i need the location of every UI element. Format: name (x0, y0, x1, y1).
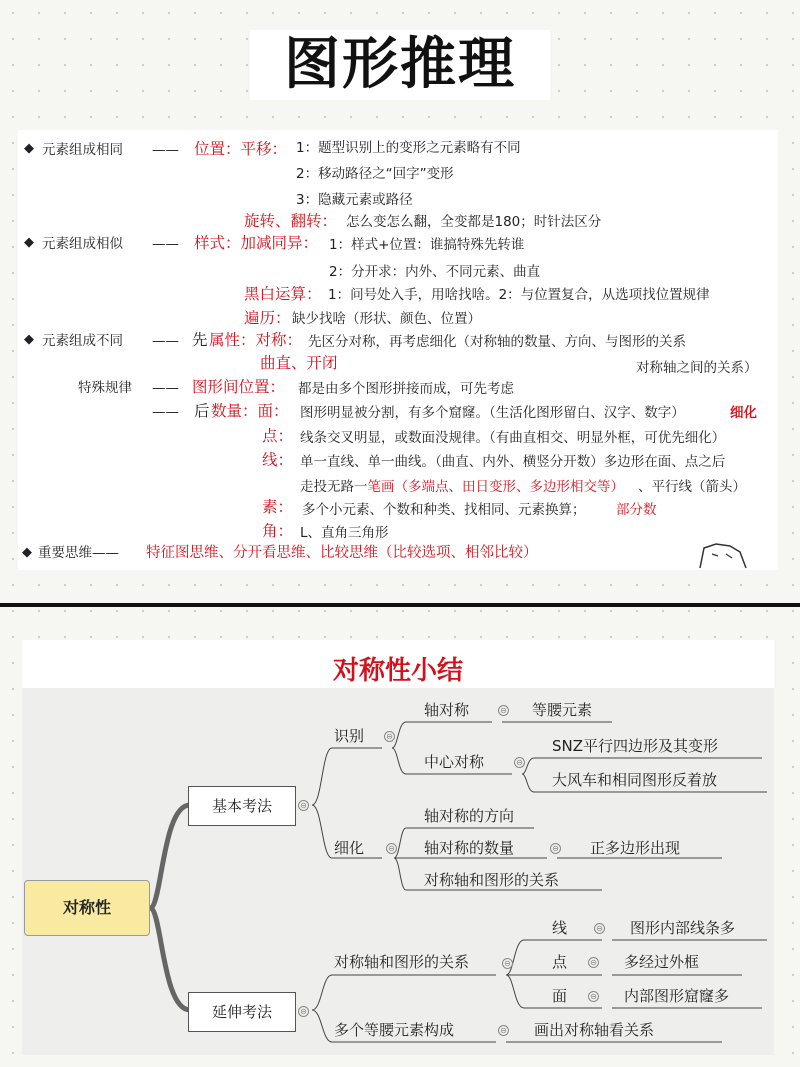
node-regular[interactable]: 正多边形出现 (590, 839, 681, 857)
node-ext-rel[interactable]: 对称轴和图形的关系 (334, 953, 470, 971)
title-banner (250, 30, 550, 100)
special-text: 都是由多个图形拼接而成，可先考虑 (298, 381, 514, 397)
face-tail: 细化 (730, 405, 757, 421)
diamond-bullet-icon: ◆ (24, 141, 34, 156)
row3-sub: 曲直、开闭 (260, 354, 338, 372)
collapse-multi-icon[interactable]: ⊖ (498, 1025, 509, 1036)
special-head: 特殊规律 (78, 380, 132, 396)
root-node[interactable]: 对称性 (24, 880, 150, 936)
row2-label: 样式：加减同异： (194, 234, 319, 252)
collapse-face-icon[interactable]: ⊖ (588, 991, 599, 1002)
row3-label: 属性：对称： (209, 331, 303, 349)
node-axis-rel[interactable]: 对称轴和图形的关系 (424, 871, 560, 889)
collapse-ext-rel-icon[interactable]: ⊖ (502, 958, 513, 969)
page-title: 图形推理 (284, 32, 516, 97)
node-line[interactable]: 线 (552, 919, 568, 937)
node-center[interactable]: 中心对称 (424, 753, 485, 771)
node-snz[interactable]: SNZ平行四边形及其变形 (552, 737, 719, 755)
row2-item-1: 1：样式+位置：谁搞特殊先转谁 (329, 237, 525, 253)
think-head: 重要思维—— (38, 545, 119, 561)
row3-text: 先区分对称，再考虑细化（对称轴的数量、方向、与图形的关系 (308, 334, 686, 350)
row3-head: 元素组成不同 (42, 333, 123, 349)
sketch-figure-icon (696, 540, 756, 570)
row3-dash: —— (152, 333, 179, 349)
face-text: 图形明显被分割，有多个窟窿。（生活化图形留白、汉字、数字） (300, 405, 685, 421)
collapse-basic-icon[interactable]: ⊖ (298, 800, 309, 811)
node-extend[interactable]: 延伸考法 (188, 992, 296, 1032)
summary-panel (18, 130, 778, 570)
line2-red: 一笔画（多端点、田日变形、多边形相交等） (354, 479, 624, 495)
collapse-point-icon[interactable]: ⊖ (588, 957, 599, 968)
row1-item-1: 1：题型识别上的变形之元素略有不同 (296, 140, 521, 156)
diamond-bullet-icon: ◆ (24, 332, 34, 347)
elem-tail: 部分数 (616, 502, 657, 518)
row2-dash: —— (152, 236, 179, 252)
node-axis-num[interactable]: 轴对称的数量 (424, 839, 515, 857)
line-text: 单一直线、单一曲线。（曲直、内外、横竖分开数）多边形在面、点之后 (300, 454, 726, 470)
special-label: 图形间位置： (192, 378, 286, 396)
node-face-text[interactable]: 内部图形窟窿多 (624, 987, 730, 1005)
mindmap-title: 对称性小结 (332, 656, 463, 686)
collapse-refine-icon[interactable]: ⊖ (386, 843, 397, 854)
node-basic[interactable]: 基本考法 (188, 786, 296, 826)
row3-prefix: 先 (192, 331, 208, 349)
bw-label: 黑白运算： (244, 285, 322, 303)
row1-label: 位置：平移： (194, 140, 288, 158)
node-refine[interactable]: 细化 (334, 839, 365, 857)
count-prefix: 后 (194, 402, 210, 420)
line-label: 线： (262, 451, 294, 469)
row2-item-2: 2：分开求：内外、不同元素、曲直 (329, 264, 541, 280)
node-line-text[interactable]: 图形内部线条多 (630, 919, 736, 937)
node-axis[interactable]: 轴对称 (424, 701, 470, 719)
collapse-extend-icon[interactable]: ⊖ (298, 1006, 309, 1017)
node-point-text[interactable]: 多经过外框 (624, 953, 700, 971)
node-point[interactable]: 点 (552, 953, 568, 971)
traverse-text: 缺少找啥（形状、颜色、位置） (292, 311, 481, 327)
collapse-center-icon[interactable]: ⊖ (514, 757, 525, 768)
diamond-bullet-icon: ◆ (22, 545, 32, 560)
collapse-axis-icon[interactable]: ⊖ (498, 705, 509, 716)
node-windmill[interactable]: 大风车和相同图形反着放 (552, 771, 718, 789)
line2-a: 走投无路 (300, 479, 354, 495)
count-label: 数量：面： (211, 402, 289, 420)
point-label: 点： (262, 427, 294, 445)
row1-item-3: 3：隐藏元素或路径 (296, 192, 413, 208)
elem-text: 多个小元素、个数和种类、找相同、元素换算； (302, 502, 586, 518)
row1-head: 元素组成相同 (42, 142, 123, 158)
node-face[interactable]: 面 (552, 987, 568, 1005)
point-text: 线条交叉明显，或数面没规律。（有曲直相交、明显外框，可优先细化） (300, 430, 726, 446)
node-isosceles[interactable]: 等腰元素 (532, 701, 593, 719)
collapse-axis-num-icon[interactable]: ⊖ (550, 843, 561, 854)
row1-item-2: 2：移动路径之“回字”变形 (296, 166, 454, 182)
node-axis-dir[interactable]: 轴对称的方向 (424, 807, 515, 825)
symmetry-mindmap (22, 640, 774, 1055)
line2-b: 、平行线（箭头） (638, 479, 746, 495)
elem-label: 素： (262, 498, 294, 516)
row2-head: 元素组成相似 (42, 236, 123, 252)
angle-label: 角： (262, 522, 294, 540)
row1-dash: —— (152, 142, 179, 158)
rotate-text: 怎么变怎么翻，全变都是180；时针法区分 (346, 214, 602, 230)
special-dash: —— (152, 380, 179, 396)
collapse-identify-icon[interactable]: ⊖ (384, 731, 395, 742)
node-draw[interactable]: 画出对称轴看关系 (534, 1021, 655, 1039)
rotate-label: 旋转、翻转： (244, 212, 338, 230)
angle-text: L、直角三角形 (300, 525, 389, 541)
diamond-bullet-icon: ◆ (24, 235, 34, 250)
bw-text: 1：问号处入手，用啥找啥。2：与位置复合，从选项找位置规律 (328, 287, 710, 303)
count-dash: —— (152, 404, 179, 420)
row3-text2: 对称轴之间的关系） (636, 360, 758, 376)
node-identify[interactable]: 识别 (334, 727, 365, 745)
collapse-line-icon[interactable]: ⊖ (594, 923, 605, 934)
think-text: 特征图思维、分开看思维、比较思维（比较选项、相邻比较） (146, 545, 538, 561)
traverse-label: 遍历： (244, 309, 291, 327)
node-multi[interactable]: 多个等腰元素构成 (334, 1021, 455, 1039)
section-divider (0, 603, 800, 607)
